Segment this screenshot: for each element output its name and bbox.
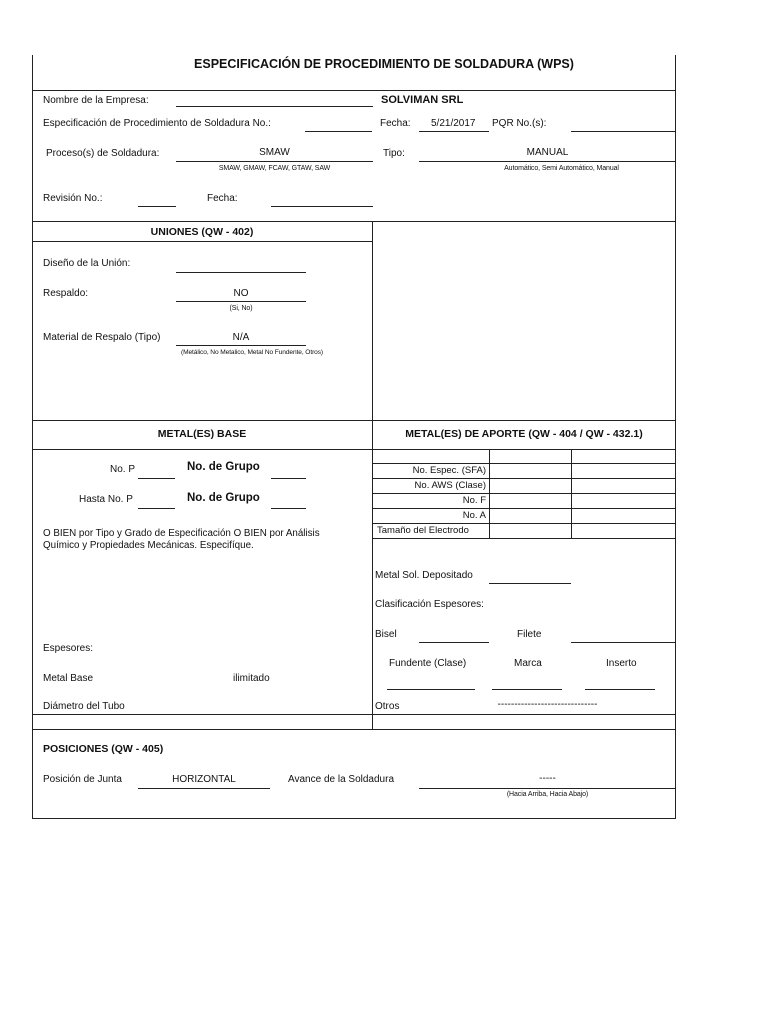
grupo2-label: No. de Grupo (187, 492, 260, 504)
metal-aporte-title: METAL(ES) DE APORTE (QW - 404 / QW - 432.1) (405, 428, 643, 440)
obien-text-1: O BIEN por Tipo y Grado de Especificación O BIEN por Análisis (43, 528, 320, 539)
aporte-row-label: No. F (462, 495, 486, 506)
proceso-value[interactable]: SMAW (259, 147, 290, 158)
junta-value[interactable]: HORIZONTAL (172, 774, 236, 785)
otros-value[interactable]: ------------------------------ (497, 699, 598, 710)
divider (32, 90, 676, 91)
marca-field[interactable] (492, 689, 562, 690)
hasta-label: Hasta No. P (79, 494, 133, 505)
depositado-label: Metal Sol. Depositado (375, 570, 473, 581)
hasta-field[interactable] (138, 508, 175, 509)
aporte-row-label: No. A (462, 510, 486, 521)
diametro-label: Diámetro del Tubo (43, 701, 125, 712)
divider (32, 449, 676, 450)
fecha2-field[interactable] (271, 206, 373, 207)
no-p-field[interactable] (138, 478, 175, 479)
divider (32, 221, 676, 222)
espesores-label: Espesores: (43, 643, 94, 654)
material-value[interactable]: N/A (232, 332, 250, 343)
divider (32, 241, 373, 242)
tipo-line (419, 161, 676, 162)
depositado-field[interactable] (489, 583, 571, 584)
bisel-label: Bisel (375, 629, 397, 640)
material-hint: (Metálico, No Metalico, Metal No Fundente, Otros) (180, 349, 324, 356)
otros-line (419, 714, 676, 715)
proceso-label: Proceso(s) de Soldadura: (46, 148, 160, 159)
material-line (176, 345, 306, 346)
empresa-line (176, 106, 373, 107)
tipo-value[interactable]: MANUAL (526, 147, 569, 158)
fundente-field[interactable] (387, 689, 475, 690)
grupo-field[interactable] (271, 478, 306, 479)
respaldo-line (176, 301, 306, 302)
fecha-label: Fecha: (380, 118, 411, 129)
material-label: Material de Respalo (Tipo) (43, 332, 161, 343)
junta-line (138, 788, 270, 789)
filete-label: Filete (517, 629, 542, 640)
proceso-line (176, 161, 373, 162)
proceso-hint: SMAW, GMAW, FCAW, GTAW, SAW (218, 165, 331, 172)
filete-field[interactable] (571, 642, 676, 643)
avance-value[interactable]: ----- (539, 773, 556, 784)
wps-no-field[interactable] (305, 131, 372, 132)
obien-text-2: Químico y Propiedades Mecánicas. Especifíque. (43, 540, 254, 551)
divider (32, 420, 676, 421)
revision-field[interactable] (138, 206, 176, 207)
document-title: ESPECIFICACIÓN DE PROCEDIMIENTO DE SOLDADURA (WPS) (194, 57, 574, 71)
revision-label: Revisión No.: (43, 193, 103, 204)
tipo-hint: Automático, Semi Automático, Manual (504, 165, 619, 172)
diseno-label: Diseño de la Unión: (43, 258, 131, 269)
empresa-label: Nombre de la Empresa: (43, 95, 149, 106)
frame-bottom (32, 818, 676, 819)
respaldo-label: Respaldo: (43, 288, 89, 299)
posiciones-title: POSICIONES (QW - 405) (43, 743, 164, 755)
aporte-row-label: No. Espec. (SFA) (412, 465, 486, 476)
fecha-value[interactable]: 5/21/2017 (431, 118, 476, 129)
aporte-row-label: Tamaño del Electrodo (377, 525, 469, 536)
bisel-field[interactable] (419, 642, 489, 643)
fecha-line (419, 131, 489, 132)
diametro-field[interactable] (138, 714, 372, 715)
wps-no-label: Especificación de Procedimiento de Soldadura No.: (43, 118, 271, 129)
inserto-label: Inserto (606, 658, 637, 669)
clasificacion-label: Clasificación Espesores: (375, 599, 484, 610)
grupo-label: No. de Grupo (187, 461, 260, 473)
empresa-value[interactable]: SOLVIMAN SRL (381, 94, 464, 106)
no-p-label: No. P (110, 464, 136, 475)
avance-hint: (Hacia Arriba, Hacia Abajo) (506, 791, 589, 798)
tipo-label: Tipo: (383, 148, 405, 159)
inserto-field[interactable] (585, 689, 655, 690)
fundente-label: Fundente (Clase) (389, 658, 467, 669)
aporte-row-label: No. AWS (Clase) (414, 480, 486, 491)
junta-label: Posición de Junta (43, 774, 122, 785)
fecha2-label: Fecha: (207, 193, 238, 204)
uniones-title: UNIONES (QW - 402) (150, 226, 254, 238)
metal-base-value[interactable]: ilimitado (233, 673, 270, 684)
divider (32, 729, 676, 730)
pqr-label: PQR No.(s): (492, 118, 547, 129)
otros-label: Otros (375, 701, 400, 712)
pqr-field[interactable] (571, 131, 676, 132)
metal-base-title: METAL(ES) BASE (157, 428, 247, 440)
diseno-field[interactable] (176, 272, 306, 273)
marca-label: Marca (514, 658, 542, 669)
respaldo-hint: (Si, No) (229, 305, 253, 312)
avance-label: Avance de la Soldadura (288, 774, 395, 785)
metal-base-label: Metal Base (43, 673, 94, 684)
respaldo-value[interactable]: NO (233, 288, 249, 299)
grupo2-field[interactable] (271, 508, 306, 509)
avance-line (419, 788, 676, 789)
